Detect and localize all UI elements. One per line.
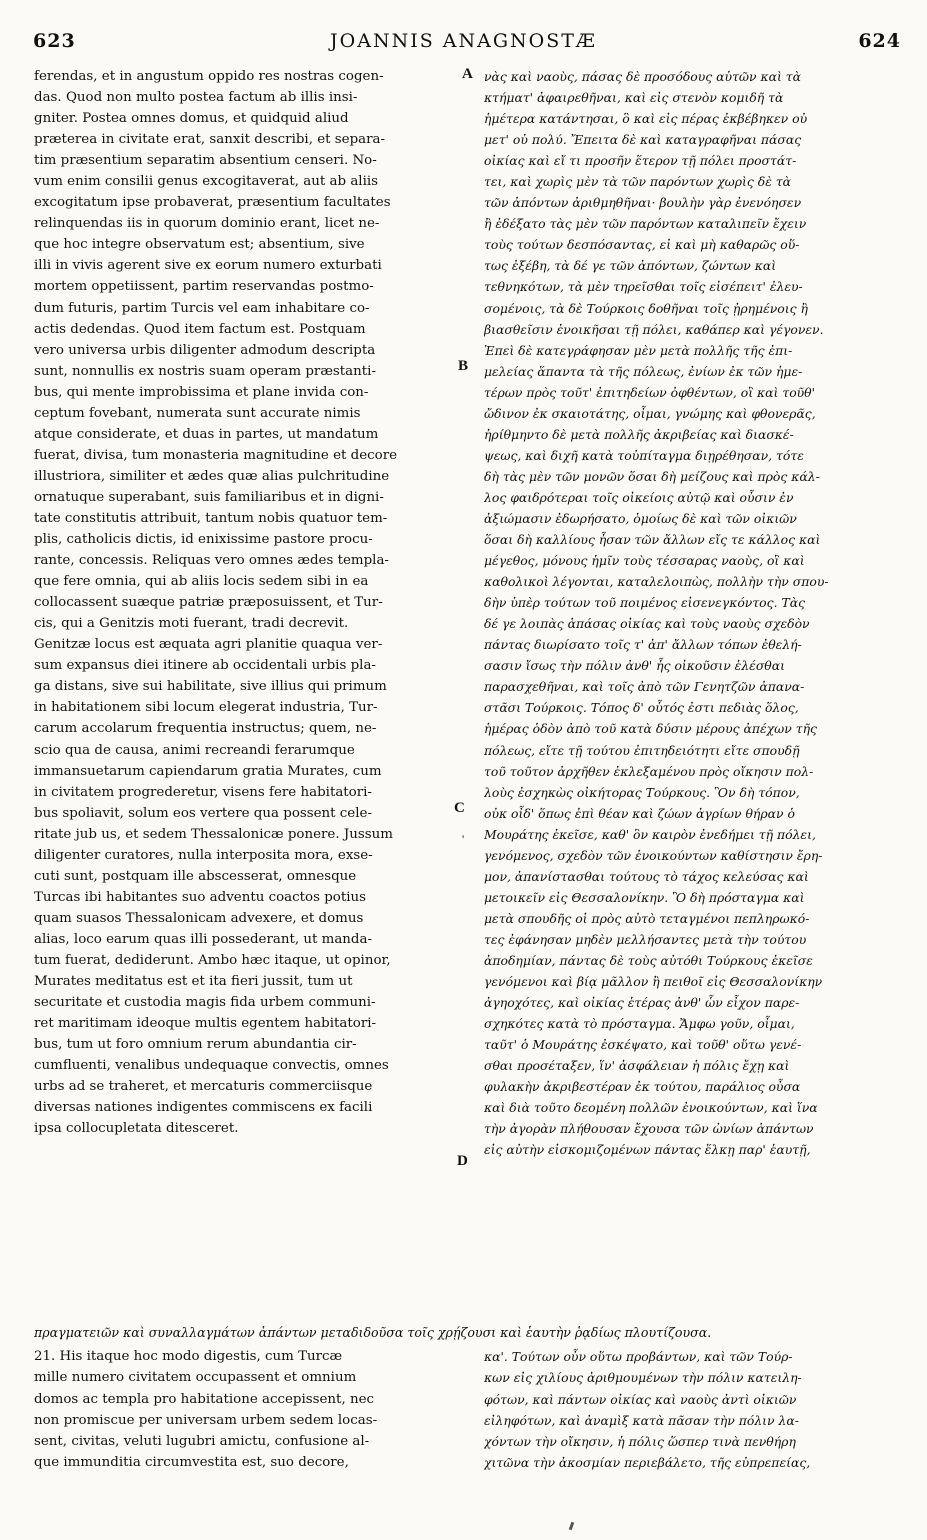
latin-line: tate constitutis attribuit, tantum nobis quatuor tem- [34,510,388,526]
latin-line: scio qua de causa, animi recreandi ferarumque [34,742,355,758]
latin-line: vero universa urbis diligenter admodum descripta [34,342,376,358]
greek-line: ἢ ἐδέξατο τὰς μὲν τῶν παρόντων καταλιπεῖν ἔχειν [484,216,807,232]
margin-letter-d: D [457,1153,468,1169]
greek-section-21 [484,1346,894,1474]
latin-line: rante, concessis. Reliquas vero omnes ædes templa- [34,553,389,569]
latin-line: præterea in civitate erat, sanxit describi, et separa- [34,132,386,148]
greek-line: κων εἰς χιλίους ἀριθμουμένων τὴν πόλιν κατειλη- [484,1370,802,1386]
latin-line: mortem oppetiissent, partim reservandas postmo- [34,279,374,295]
latin-line: illustriora, similiter et ædes quæ alias pulchritudine [34,468,390,484]
page-number-left: 623 [33,30,76,52]
greek-line: ἡμέρας ὁδὸν ἀπὸ τοῦ κατὰ δύσιν μέρους ἀπέχων τῆς [484,721,817,737]
latin-line: ipsa collocupletata ditesceret. [34,1121,239,1137]
latin-line: que immunditia circumvestita est, suo decore, [34,1455,349,1471]
latin-line: dum futuris, partim Turcis vel eam inhabitare co- [34,300,370,316]
latin-line: in habitationem sibi locum elegerat industria, Tur- [34,700,378,716]
latin-line: illi in vivis agerent sive ex eorum numero exturbati [34,258,382,274]
greek-line: μελείας ἅπαντα τὰ τῆς πόλεως, ἐνίων ἐκ τῶν ἡμε- [484,363,803,379]
greek-line: πάντας διωρίσατο τοῖς τ' ἀπ' ἄλλων τόπων ἐθελή- [484,637,802,653]
greek-line: γενόμενοι καὶ βίᾳ μᾶλλον ἢ πειθοῖ εἰς Θεσσαλονίκην [484,974,823,990]
latin-line: ret maritimam ideoque multis egentem habitatori- [34,1016,377,1032]
greek-line: ὤδινον ἐκ σκαιοτάτης, οἶμαι, γνώμης καὶ φθονερᾶς, [484,405,816,421]
greek-line: τεθνηκότων, τὰ μὲν τηρεῖσθαι τοῖς εἰσέπειτ' ἐλευ- [484,279,803,295]
latin-line: sunt, nonnullis ex nostris suam operam præstanti- [34,363,376,379]
margin-tick: ' [462,832,465,846]
latin-line: diligenter curatores, nulla interposita mora, exse- [34,847,373,863]
greek-line: εἰληφότων, καὶ ἀναμὶξ κατὰ πᾶσαν τὴν πόλιν λα- [484,1412,799,1428]
greek-line: σασιν ἴσως τὴν πόλιν ἀνθ' ἧς οἰκοῦσιν ἑλέσθαι [484,658,785,674]
greek-column [484,66,894,1160]
latin-line: in civitatem progrederetur, visens fere habitatori- [34,784,372,800]
latin-line: cumfluenti, venalibus undequaque convectis, omnes [34,1058,389,1074]
latin-column [34,66,452,1139]
greek-line: ἡμέτερα κατάντησαι, ὃ καὶ εἰς πέρας ἐκβέβηκεν οὐ [484,111,808,127]
greek-line: ἠρίθμηντο δὲ μετὰ πολλῆς ἀκριβείας καὶ διασκέ- [484,426,794,442]
greek-line: πόλεως, εἴτε τῇ τούτου ἐπιτηδειότητι εἴτε σπουδῇ [484,742,800,758]
latin-line: immansuetarum capiendarum gratia Murates, cum [34,763,382,779]
greek-line: τει, καὶ χωρὶς μὲν τὰ τῶν παρόντων χωρὶς δὲ τὰ [484,174,792,190]
greek-line: μέγεθος, μόνους ἡμῖν τοὺς τέσσαρας ναοὺς, οἳ καὶ [484,553,805,569]
greek-line: λοὺς ἐσχηκὼς οἰκήτορας Τούρκους. Ὃν δὴ τόπον, [484,784,800,800]
greek-line: μετ' οὐ πολύ. Ἔπειτα δὲ καὶ καταγραφῆναι πάσας [484,132,802,148]
greek-line: βιασθεῖσιν ἐνοικῆσαι τῇ πόλει, καθάπερ καὶ γέγονεν. [484,321,824,337]
latin-line: 21. His itaque hoc modo digestis, cum Turcæ [34,1349,343,1364]
latin-line: tum fuerat, dediderunt. Ambo hæc itaque, ut opinor, [34,952,391,968]
latin-line: quam suasos Thessalonicam advexere, et domus [34,910,364,926]
greek-line: σχηκότες κατὰ τὸ πρόσταγμα. Ἄμφω γοῦν, οἶμαι, [484,1016,795,1032]
latin-line: tim præsentium separatim absentium censeri. No- [34,153,377,169]
greek-line: λος φαιδρότεραι τοῖς οἰκείοις αὐτῷ καὶ οὖσιν ἐν [484,489,794,505]
greek-line: μετοικεῖν εἰς Θεσσαλονίκην. Ὃ δὴ πρόσταγμα καὶ [484,889,805,905]
greek-line: ταῦτ' ὁ Μουράτης ἐσκέψατο, καὶ τοῦθ' οὕτω γενέ- [484,1037,802,1053]
latin-line: atque considerate, et duas in partes, ut mandatum [34,426,379,442]
greek-line: εἰς αὐτὴν εἰσκομιζομένων πάντας ἕλκῃ παρ' ἑαυτῇ, [484,1142,811,1158]
latin-line: sum expansus diei itinere ab occidentali urbis pla- [34,658,376,674]
latin-line: bus, qui mente improbissima et plane invida con- [34,384,369,400]
greek-line: τὴν ἀγορὰν πλήθουσαν ἔχουσα τῶν ὠνίων ἁπάντων [484,1121,814,1137]
greek-line: τέρων πρὸς τοῦτ' ἐπιτηδείων ὀφθέντων, οἳ καὶ τοῦθ' [484,384,816,400]
greek-line: ἀποδημίαν, πάντας δὲ τοὺς αὐτόθι Τούρκους ἐκεῖσε [484,952,813,968]
greek-line: τοὺς τούτων δεσπόσαντας, εἰ καὶ μὴ καθαρῶς οὕ- [484,237,800,253]
greek-line: δέ γε λοιπὰς ἁπάσας οἰκίας καὶ τοὺς ναοὺς σχεδὸν [484,616,810,632]
greek-line: χόντων τὴν οἴκησιν, ἡ πόλις ὥσπερ τινὰ πενθήρη [484,1434,796,1450]
latin-line: sent, civitas, veluti lugubri amictu, confusione al- [34,1434,370,1450]
latin-line: vum enim consilii genus excogitaverat, aut ab aliis [34,174,379,190]
latin-line: alias, loco earum quas illi possederant, ut manda- [34,931,373,947]
greek-line: μον, ἀπανίστασθαι τούτους τὸ τάχος κελεύσας καὶ [484,868,809,884]
latin-line: Murates meditatus est et ita fieri jussit, tum ut [34,974,353,990]
greek-line: δὴ τὰς μὲν τῶν μονῶν ὅσαι δὴ μείζους καὶ πρὸς κάλ- [484,468,820,484]
greek-line: δὴν ὑπὲρ τούτων τοῦ ποιμένος εἰσενεγκόντος. Τὰς [484,595,806,611]
latin-line: gniter. Postea omnes domus, et quidquid aliud [34,111,349,127]
greek-line: χιτῶνα τὴν ἀκοσμίαν περιεβάλετο, τῆς εὐπρεπείας, [484,1455,811,1471]
latin-line: ornatuque superabant, suis familiaribus et in digni- [34,489,384,505]
greek-line: τοῦ τοῦτον ἀρχῆθεν ἐκλεξαμένου πρὸς οἴκησιν πολ- [484,763,814,779]
greek-line: παρασχεθῆναι, καὶ τοῖς ἀπὸ τῶν Γενητζῶν ἀπανα- [484,679,805,695]
latin-line: ritate jub us, et sedem Thessalonicæ ponere. Jussum [34,826,393,842]
greek-line: οὐκ οἶδ' ὅπως ἐπὶ θέαν καὶ ζώων ἀγρίων θήραν ὁ [484,805,795,821]
latin-line: actis dedendas. Quod item factum est. Postquam [34,321,366,337]
greek-line: ὅσαι δὴ καλλίους ἦσαν τῶν ἄλλων εἴς τε κάλλος καὶ [484,532,821,548]
latin-line: que fere omnia, qui ab aliis locis sedem sibi in ea [34,574,369,590]
greek-line: φότων, καὶ πάντων οἰκίας καὶ ναοὺς ἀντὶ οἰκιῶν [484,1391,797,1407]
running-header [0,30,927,64]
latin-line: bus spoliavit, solum eos vertere qua possent cele- [34,805,372,821]
latin-line: excogitatum ipse probaverat, præsentium facultates [34,195,391,211]
latin-line: ferendas, et in angustum oppido res nostras cogen- [34,69,384,84]
latin-line: cis, qui a Genitzis moti fuerant, tradi decrevit. [34,616,349,632]
greek-line: φυλακὴν ἀκριβεστέραν ἐκ τούτου, παράλιος οὖσα [484,1079,801,1095]
latin-section-21 [34,1346,452,1474]
latin-line: collocassent suæque patriæ præposuissent, et Tur- [34,595,383,611]
greek-line: σθαι προσέταξεν, ἵν' ἀσφάλειαν ἡ πόλις ἔχῃ καὶ [484,1058,790,1074]
greek-full-width-line: πραγματειῶν καὶ συναλλαγμάτων ἁπάντων μεταδιδοῦσα τοῖς χρῄζουσι καὶ ἑαυτὴν ῥᾳδίως πλουτίζουσα. [34,1325,712,1340]
greek-line: Μουράτης ἐκεῖσε, καθ' ὃν καιρὸν ἐνεδήμει τῇ πόλει, [484,826,816,842]
latin-line: mille numero civitatem occupassent et omnium [34,1370,357,1386]
latin-line: das. Quod non multo postea factum ab illis insi- [34,90,358,106]
greek-line: καὶ διὰ τοῦτο δεομένη πολλῶν ἐνοικούντων, καὶ ἵνα [484,1100,818,1116]
latin-line: diversas nationes indigentes commiscens ex facili [34,1100,373,1116]
page-number-right: 624 [858,30,901,52]
latin-line: fuerat, divisa, tum monasteria magnitudine et decore [34,447,398,463]
latin-line: bus, tum ut foro omnium rerum abundantia cir- [34,1037,357,1053]
running-title: JOANNIS ANAGNOSTÆ [330,30,597,52]
greek-line: ἀξιώμασιν ἐδωρήσατο, ὁμοίως δὲ καὶ τῶν οἰκιῶν [484,510,797,526]
greek-line: κτήματ' ἀφαιρεθῆναι, καὶ εἰς στενὸν κομιδῆ τὰ [484,90,784,106]
latin-line: Genitzæ locus est æquata agri planitie quaqua ver- [34,637,383,653]
greek-line: τῶν ἀπόντων ἀριθμηθῆναι· βουλὴν γὰρ ἐνενόησεν [484,195,802,211]
greek-line: μετὰ σπουδῆς οἱ πρὸς αὐτὸ τεταγμένοι πεπληρωκό- [484,910,810,926]
latin-line: Turcas ibi habitantes suo adventu coactos potius [34,889,367,905]
greek-line: οἰκίας καὶ εἴ τι προσῆν ἕτερον τῇ πόλει προστάτ- [484,153,797,169]
latin-line: que hoc integre observatum est; absentium, sive [34,237,365,253]
margin-letter-b: B [458,358,469,374]
latin-line: urbs ad se traheret, et mercaturis commerciisque [34,1079,373,1095]
greek-line: γενόμενος, σχεδὸν τῶν ἐνοικούντων καθίστησιν ἔρη- [484,847,823,863]
greek-line: καθολικοὶ λέγονται, καταλελοιπὼς, πολλὴν τὴν σπου- [484,574,829,590]
latin-line: ceptum fovebant, numerata sunt accurate nimis [34,405,361,421]
latin-line: relinquendas iis in quorum dominio erant, licet ne- [34,216,380,232]
greek-line: κα'. Τούτων οὖν οὕτω προβάντων, καὶ τῶν Τούρ- [484,1349,793,1364]
margin-letter-a: A [462,66,473,82]
greek-line: νὰς καὶ ναοὺς, πάσας δὲ προσόδους αὐτῶν καὶ τὰ [484,69,802,84]
greek-line: σομένοις, τὰ δὲ Τούρκοις δοθῆναι τοῖς ᾐρημένοις ἢ [484,300,808,316]
latin-line: non promiscue per universam urbem sedem locas- [34,1412,378,1428]
greek-line: τες ἐφάνησαν μηδὲν μελλήσαντες μετὰ τὴν τούτου [484,931,807,947]
greek-line: ἀγηοχότες, καὶ οἰκίας ἑτέρας ἀνθ' ὧν εἶχον παρε- [484,995,800,1011]
latin-line: plis, catholicis dictis, id enixissime pastore procu- [34,532,373,548]
latin-line: cuti sunt, postquam ille abscesserat, omnesque [34,868,357,884]
greek-line: ψεως, καὶ διχῆ κατὰ τοὐπίταγμα διῃρέθησαν, τότε [484,447,804,463]
greek-line: στᾶσι Τούρκοις. Τόπος δ' οὗτός ἐστι πεδιὰς ὅλος, [484,700,799,716]
print-speck [569,1522,575,1531]
latin-line: carum accolarum frequentia instructus; quem, ne- [34,721,377,737]
latin-line: ga distans, sive sui habilitate, sive illius qui primum [34,679,387,695]
latin-line: domos ac templa pro habitatione accepissent, nec [34,1391,375,1407]
greek-line: Ἐπεὶ δὲ κατεγράφησαν μὲν μετὰ πολλῆς τῆς ἐπι- [484,342,793,358]
latin-line: securitate et custodia magis fida urbem communi- [34,995,376,1011]
greek-line: τως ἐξέβη, τὰ δέ γε τῶν ἀπόντων, ζώντων καὶ [484,258,777,274]
margin-letter-c: C [454,800,465,816]
